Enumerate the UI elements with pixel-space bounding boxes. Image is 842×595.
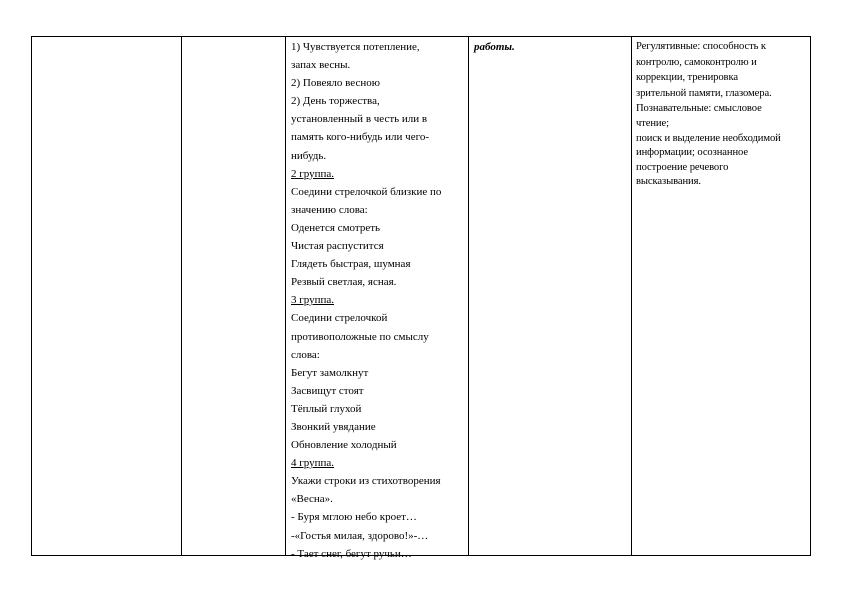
task-line: Соедини стрелочкой близкие по [291, 185, 442, 198]
uud-line: высказывания. [636, 176, 701, 188]
task-line: Засвищут стоят [291, 384, 364, 397]
task-line: слова: [291, 348, 320, 361]
task-line: Соедини стрелочкой [291, 312, 388, 325]
uud-line: поиск и выделение необходимой [636, 132, 781, 144]
lesson-plan-table [31, 36, 811, 560]
task-line: запах весны. [291, 59, 351, 72]
uud-line: чтение; [636, 117, 669, 129]
table-cell-teacher-activity [182, 37, 286, 555]
table-cell-student-tasks [286, 37, 469, 560]
task-line: 1) Чувствуется потепление, [291, 41, 420, 53]
task-line: 2) День торжества, [291, 95, 380, 108]
task-line: 2) Повеяло весною [291, 77, 380, 90]
work-form-text: работы. [474, 41, 515, 53]
task-line: значению слова: [291, 203, 368, 216]
table-cell-work-form [469, 37, 632, 555]
task-line: Бегут замолкнут [291, 366, 369, 379]
task-line: «Весна». [291, 493, 333, 506]
task-line: Звонкий увядание [291, 420, 376, 433]
group-heading: 4 группа. [291, 457, 335, 470]
uud-line: контролю, самоконтролю и [636, 56, 757, 68]
uud-line: построение речевого [636, 161, 729, 173]
task-line: нибудь. [291, 149, 327, 162]
task-line: - Тает снег, бегут ручьи… [291, 547, 412, 560]
uud-line: Познавательные: смысловое [636, 103, 762, 115]
task-line: -«Гостья милая, здорово!»-… [291, 529, 429, 542]
uud-line: информации; осознанное [636, 147, 748, 159]
task-line: Укажи строки из стихотворения [291, 475, 441, 488]
table-cell-learning-actions [632, 37, 810, 555]
task-line: Обновление холодный [291, 439, 397, 452]
task-line: Чистая распустится [291, 240, 384, 253]
task-line: Глядеть быстрая, шумная [291, 258, 411, 271]
task-line: - Буря мглою небо кроет… [291, 511, 417, 524]
uud-line: коррекции, тренировка [636, 72, 738, 84]
task-line: противоположные по смыслу [291, 330, 429, 343]
group-heading: 3 группа. [291, 294, 335, 307]
task-line: Резвый светлая, ясная. [291, 276, 397, 289]
uud-line: Регулятивные: способность к [636, 41, 766, 52]
uud-line: зрительной памяти, глазомера. [636, 87, 772, 99]
task-line: установленный в честь или в [291, 113, 428, 126]
task-line: Оденется смотреть [291, 221, 381, 234]
table-cell-stage [32, 37, 182, 555]
task-line: память кого-нибудь или чего- [291, 131, 429, 144]
group-heading: 2 группа. [291, 167, 335, 180]
task-line: Тёплый глухой [291, 402, 362, 415]
